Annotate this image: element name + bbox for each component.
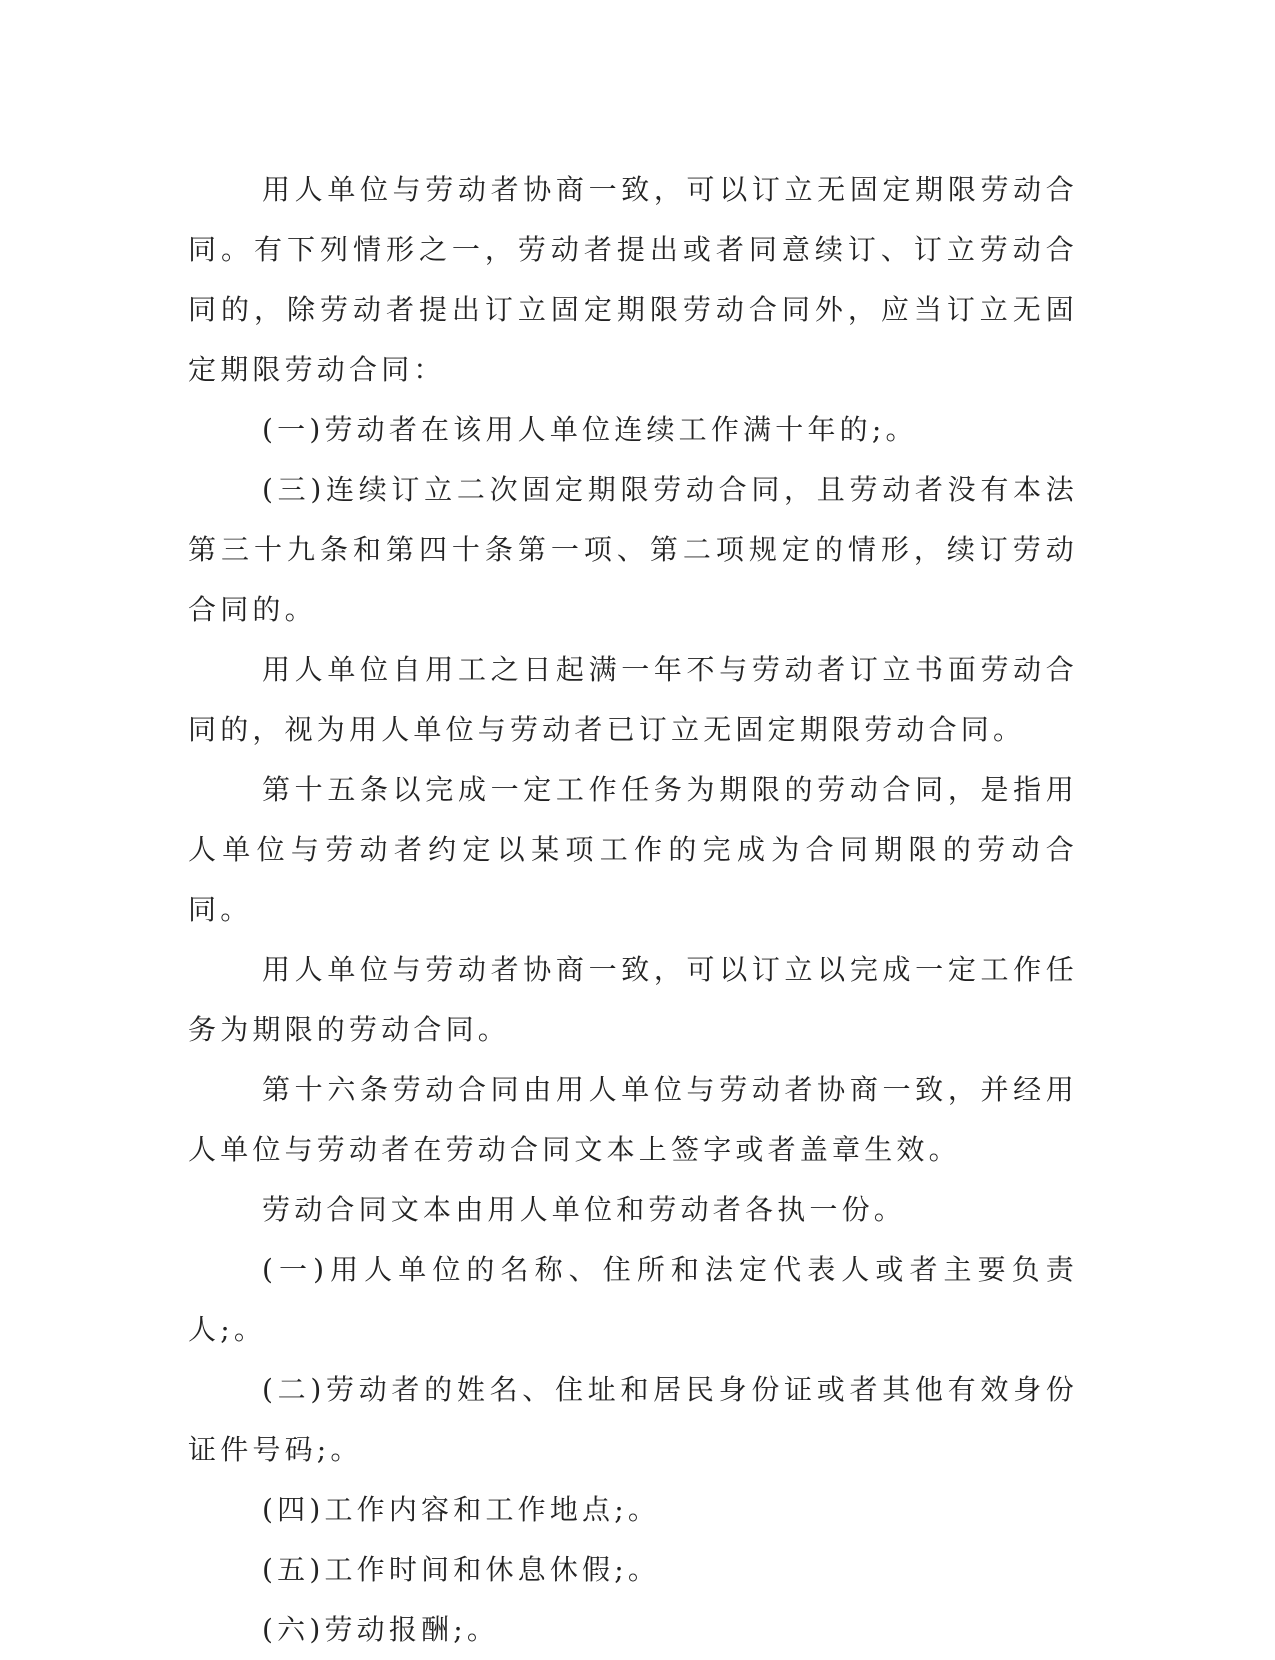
paragraph-4: 用人单位自用工之日起满一年不与劳动者订立书面劳动合同的，视为用人单位与劳动者已订立无固定期限劳动合同。 (188, 653, 1078, 746)
paragraph-8: 劳动合同文本由用人单位和劳动者各执一份。 (262, 1193, 907, 1226)
paragraph-11: (四)工作内容和工作地点;。 (262, 1493, 661, 1526)
paragraph-2: (一)劳动者在该用人单位连续工作满十年的;。 (262, 413, 918, 446)
paragraph-7: 第十六条劳动合同由用人单位与劳动者协商一致，并经用人单位与劳动者在劳动合同文本上签字或者盖章生效。 (188, 1073, 1078, 1166)
paragraph-9: (一)用人单位的名称、住所和法定代表人或者主要负责人;。 (188, 1253, 1078, 1346)
paragraph-1: 用人单位与劳动者协商一致，可以订立无固定期限劳动合同。有下列情形之一，劳动者提出或者同意续订、订立劳动合同的，除劳动者提出订立固定期限劳动合同外，应当订立无固定期限劳动合同： (188, 173, 1078, 386)
paragraph-6: 用人单位与劳动者协商一致，可以订立以完成一定工作任务为期限的劳动合同。 (188, 953, 1078, 1046)
paragraph-10: (二)劳动者的姓名、住址和居民身份证或者其他有效身份证件号码;。 (188, 1373, 1078, 1466)
paragraph-3: (三)连续订立二次固定期限劳动合同，且劳动者没有本法第三十九条和第四十条第一项、第二项规定的情形，续订劳动合同的。 (188, 473, 1078, 626)
paragraph-12: (五)工作时间和休息休假;。 (262, 1553, 661, 1586)
paragraph-5: 第十五条以完成一定工作任务为期限的劳动合同，是指用人单位与劳动者约定以某项工作的完成为合同期限的劳动合同。 (188, 773, 1078, 926)
document-body (188, 160, 1078, 1660)
paragraph-13: (六)劳动报酬;。 (262, 1613, 500, 1646)
